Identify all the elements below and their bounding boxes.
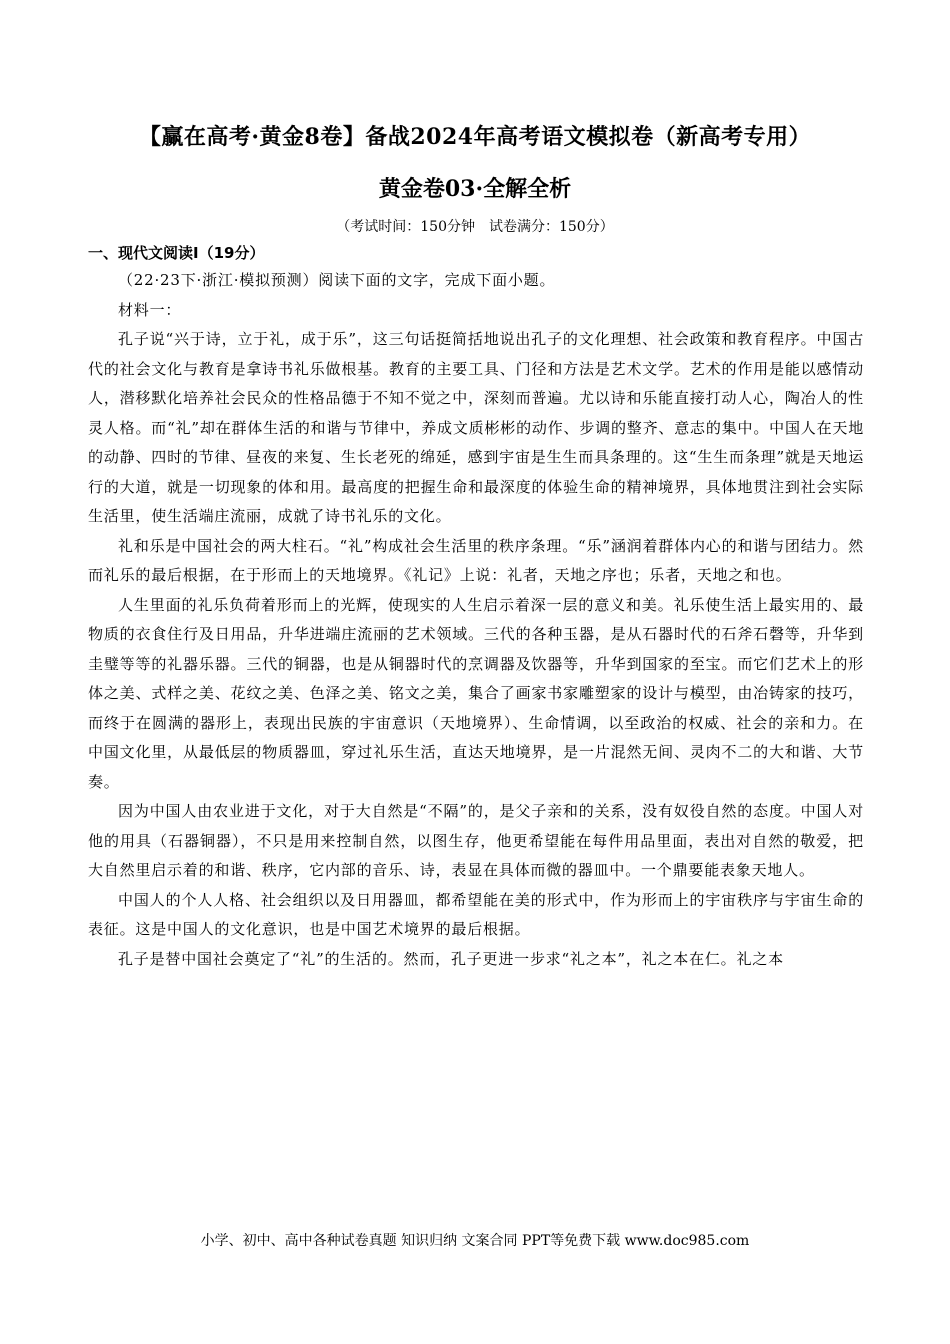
paragraph: 中国人的个人人格、社会组织以及日用器皿，都希望能在美的形式中，作为形而上的宇宙秩序与宇宙生命的表征。这是中国人的文化意识，也是中国艺术境界的最后根据。 (88, 890, 864, 938)
paragraph: 因为中国人由农业进于文化，对于大自然是“不隔”的，是父子亲和的关系，没有奴役自然的态度。中国人对他的用具（石器铜器），不只是用来控制自然，以图生存，他更希望能在每件用品里面，表出对自然的敬爱，把大自然里启示着的和谐、秩序，它内部的音乐、诗，表显在具体而微的器皿中。一个鼎要能表象天地人。 (88, 802, 864, 879)
page-footer: 小学、初中、高中各种试卷真题 知识归纳 文案合同 PPT等免费下载 www.doc985.com (200, 1233, 750, 1249)
paragraph: 孔子是替中国社会奠定了“礼”的生活的。然而，孔子更进一步求“礼之本”，礼之本在仁。礼之本 (118, 949, 784, 968)
section-heading: 一、现代文阅读Ⅰ（19分） (88, 244, 265, 262)
reading-material (88, 266, 864, 974)
document-subtitle: 黄金卷03·全解全析 (378, 176, 572, 202)
paragraph: 孔子说“兴于诗，立于礼，成于乐”，这三句话挺简括地说出孔子的文化理想、社会政策和教育程序。中国古代的社会文化与教育是拿诗书礼乐做根基。教育的主要工具、门径和方法是艺术文学。艺术的作用是能以感情动人，潜移默化培养社会民众的性格品德于不知不觉之中，深刻而普遍。尤以诗和乐能直接打动人心，陶冶人的性灵人格。而“礼”却在群体生活的和谐与节律中，养成文质彬彬的动作、步调的整齐、意志的集中。中国人在天地的动静、四时的节律、昼夜的来复、生长老死的绵延，感到宇宙是生生而具条理的。这“生生而条理”就是天地运行的大道，就是一切现象的体和用。最高度的把握生命和最深度的体验生命的精神境界，具体地贯注到社会实际生活里，使生活端庄流丽，成就了诗书礼乐的文化。 (88, 330, 864, 525)
document-title: 【赢在高考·黄金8卷】备战2024年高考语文模拟卷（新高考专用） (138, 124, 812, 150)
material-label: 材料一： (118, 300, 182, 319)
paragraph: 人生里面的礼乐负荷着形而上的光辉，使现实的人生启示着深一层的意义和美。礼乐使生活上最实用的、最物质的衣食住行及日用品，升华进端庄流丽的艺术领域。三代的各种玉器，是从石器时代的石斧石磬等，升华到圭璧等等的礼器乐器。三代的铜器，也是从铜器时代的烹调器及饮器等，升华到国家的至宝。而它们艺术上的形体之美、式样之美、花纹之美、色泽之美、铭文之美，集合了画家书家雕塑家的设计与模型，由冶铸家的技巧，而终于在圆满的器形上，表现出民族的宇宙意识（天地境界）、生命情调，以至政治的权威、社会的亲和力。在中国文化里，从最低层的物质器皿，穿过礼乐生活，直达天地境界，是一片混然无间、灵肉不二的大和谐、大节奏。 (88, 595, 864, 791)
paragraph: 礼和乐是中国社会的两大柱石。“礼”构成社会生活里的秩序条理。“乐”涵润着群体内心的和谐与团结力。然而礼乐的最后根据，在于形而上的天地境界。《礼记》上说：礼者，天地之序也；乐者，天地之和也。 (88, 536, 864, 584)
question-intro: （22·23下·浙江·模拟预测）阅读下面的文字，完成下面小题。 (118, 271, 556, 289)
exam-info: （考试时间：150分钟 试卷满分：150分） (336, 219, 614, 235)
